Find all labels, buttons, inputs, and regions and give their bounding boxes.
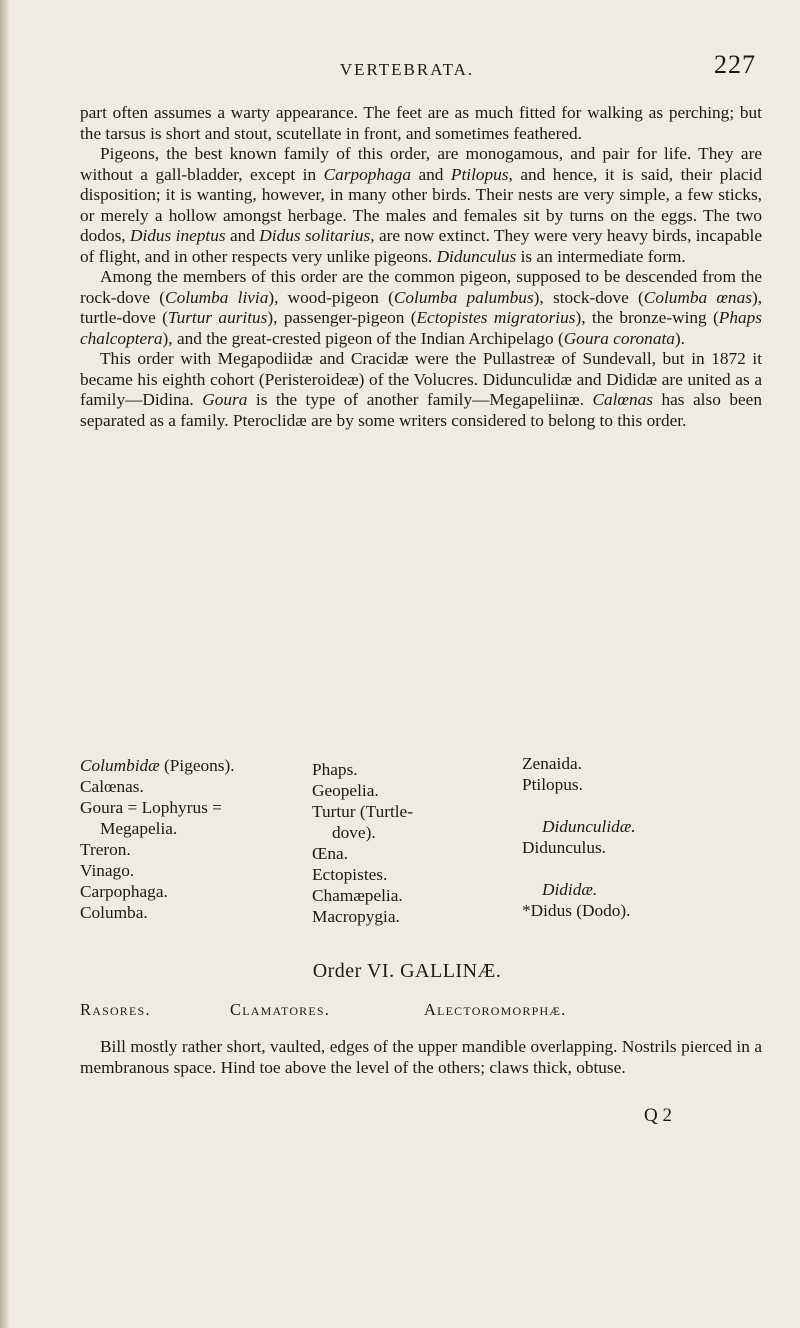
diagnosis-text: Bill mostly rather short, vaulted, edges of the upper mandible overlapping. Nostrils pierced in a membranous space. Hind toe above the level of the others; claws thick, obtuse. [80,1037,762,1077]
genus-entry: Chamæpelia. [312,886,403,905]
genus-entry: Goura = Lophyrus = [80,798,222,817]
body-text [80,103,762,431]
genus-entry: Megapelia. [100,819,178,838]
genus-entry: Macropygia. [312,907,400,926]
genera-column-3 [522,753,636,921]
genus-entry: Columbidæ (Pigeons). [80,756,235,775]
genus-entry: Columba. [80,903,148,922]
genus-entry: Ectopistes. [312,865,388,884]
genera-column-2 [312,759,413,927]
genus-entry: Carpophaga. [80,882,168,901]
paragraph: Pigeons, the best known family of this order, are monogamous, and pair for life. They are without a gall-bladder, except in Carpophaga and Ptilopus, and hence, it is said, their placid disposition; it is wanting, however, in many other birds. Their nests are very simple, a few sticks, or merely a hollow amongst herbage. The males and females sit by turns on the eggs. The two dodos, Didus ineptus and Didus solitarius, are now extinct. They were very heavy birds, incapable of flight, and in other respects very unlike pigeons. Didunculus is an intermediate form. [80,144,763,266]
genus-entry: Phaps. [312,760,358,779]
order-diagnosis [80,1036,762,1078]
suborder-alectoromorphae: Alectoromorphæ. [424,1000,567,1019]
genus-entry: Vinago. [80,861,135,880]
running-title: VERTEBRATA. [339,60,475,79]
genus-entry: *Didus (Dodo). [522,901,631,920]
page-spine-shadow [0,0,10,1328]
list-spacer [522,858,636,879]
genus-entry: Treron. [80,840,131,859]
genus-entry: Zenaida. [522,754,582,773]
signature-mark: Q 2 [644,1105,672,1126]
suborder-clamatores: Clamatores. [230,1000,331,1019]
genus-entry: Œna. [312,844,348,863]
genera-list [80,753,762,926]
order-heading: Order VI. GALLINÆ. [312,960,502,982]
genus-entry: Dididæ. [542,880,598,899]
paragraph: This order with Megapodiidæ and Cracidæ were the Pullastreæ of Sundevall, but in 1872 it became his eighth cohort (Peristeroideæ) of the Volucres. Didunculidæ and Dididæ are united as a family—Didina. Goura is the type of another family—Megapeliinæ. Calœnas has also been separated as a family. Pteroclidæ are by some writers considered to belong to this order. [80,349,762,430]
running-head [52,50,762,84]
genus-entry: Didunculidæ. [542,817,636,836]
paragraph: Among the members of this order are the common pigeon, supposed to be descended from the rock-dove (Columba livia), wood-pigeon (Columba palumbus), stock-dove (Columba œnas), turtle-dove (Turtur auritus), passenger-pigeon (Ectopistes migratorius), the bronze-wing (Phaps chalcoptera), and the great-crested pigeon of the Indian Archipelago (Goura coronata). [80,267,763,348]
paragraph: part often assumes a warty appearance. The feet are as much fitted for walking as perching; but the tarsus is short and stout, scutellate in front, and sometimes feathered. [80,103,762,143]
suborder-rasores: Rasores. [80,1000,151,1019]
list-spacer [522,795,636,816]
genus-entry: Geopelia. [312,781,379,800]
genera-column-1 [80,755,235,923]
page-number: 227 [714,50,756,79]
genus-entry: Ptilopus. [522,775,583,794]
genus-entry: Turtur (Turtle- [312,802,413,821]
genus-entry: Didunculus. [522,838,607,857]
genus-entry: Calœnas. [80,777,144,796]
genus-entry: dove). [332,823,376,842]
